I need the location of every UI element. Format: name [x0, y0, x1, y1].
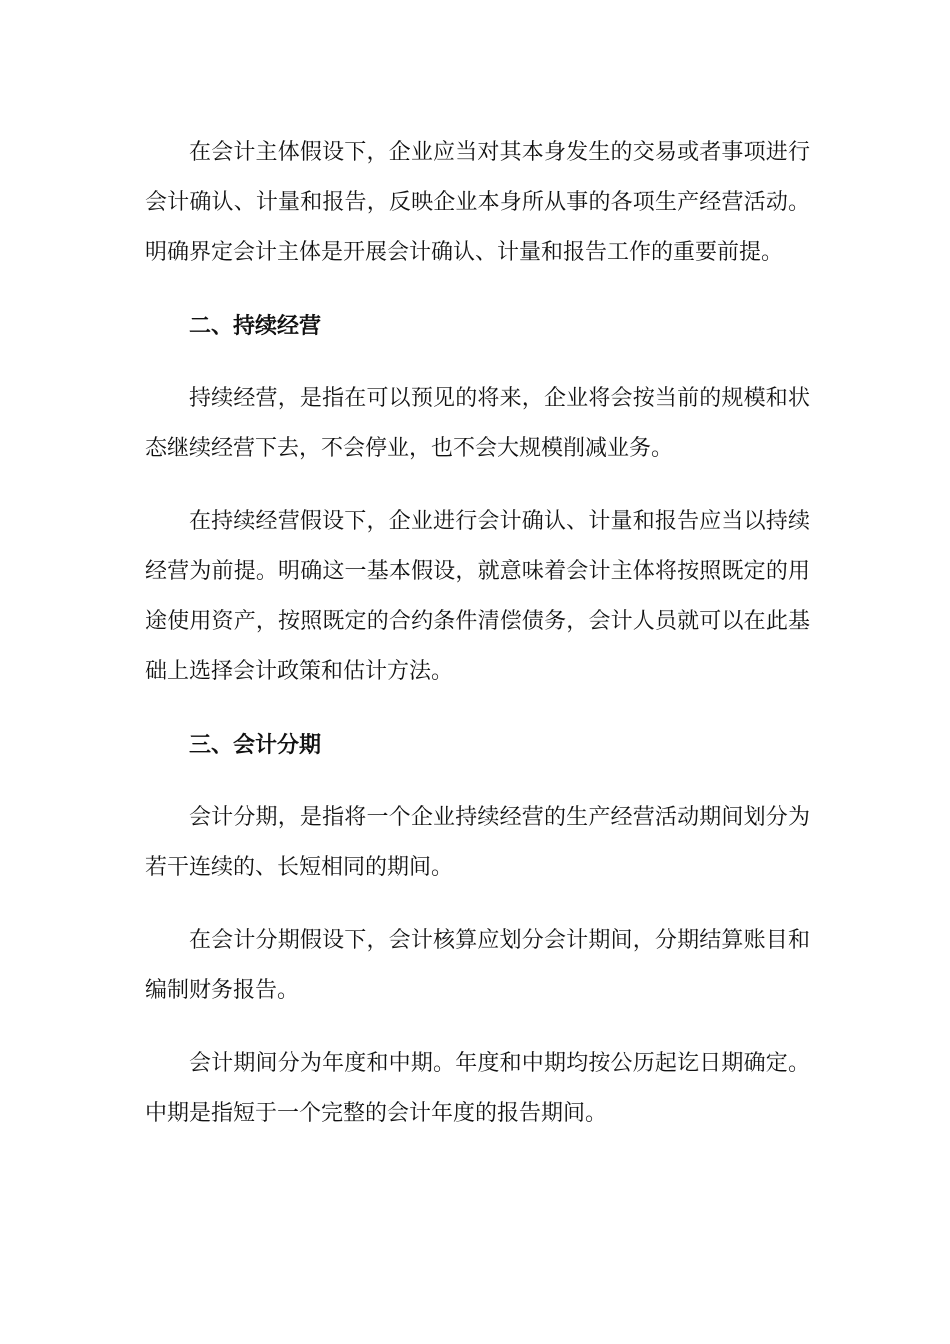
- paragraph-going-concern-definition: 持续经营，是指在可以预见的将来，企业将会按当前的规模和状态继续经营下去，不会停业，也不会大规模削减业务。: [145, 386, 810, 461]
- paragraph-going-concern-assumption: 在持续经营假设下，企业进行会计确认、计量和报告应当以持续经营为前提。明确这一基本假设，就意味着会计主体将按照既定的用途使用资产，按照既定的合约条件清偿债务，会计人员就可以在此基础上选择会计政策和估计方法。: [145, 509, 810, 684]
- document-page: [145, 128, 810, 1139]
- heading-accounting-period: 三、会计分期: [189, 732, 322, 758]
- heading-going-concern: 二、持续经营: [189, 313, 322, 339]
- paragraph-accounting-period-types: 会计期间分为年度和中期。年度和中期均按公历起讫日期确定。中期是指短于一个完整的会计年度的报告期间。: [145, 1051, 810, 1126]
- paragraph-accounting-period-assumption: 在会计分期假设下，会计核算应划分会计期间，分期结算账目和编制财务报告。: [145, 928, 810, 1003]
- spacer: [145, 1016, 810, 1039]
- spacer: [145, 893, 810, 916]
- spacer: [145, 278, 810, 301]
- spacer: [145, 697, 810, 720]
- spacer: [145, 770, 810, 793]
- paragraph-accounting-entity: 在会计主体假设下，企业应当对其本身发生的交易或者事项进行会计确认、计量和报告，反映企业本身所从事的各项生产经营活动。明确界定会计主体是开展会计确认、计量和报告工作的重要前提。: [145, 140, 810, 265]
- spacer: [145, 474, 810, 497]
- spacer: [145, 351, 810, 374]
- paragraph-accounting-period-definition: 会计分期，是指将一个企业持续经营的生产经营活动期间划分为若干连续的、长短相同的期间。: [145, 805, 810, 880]
